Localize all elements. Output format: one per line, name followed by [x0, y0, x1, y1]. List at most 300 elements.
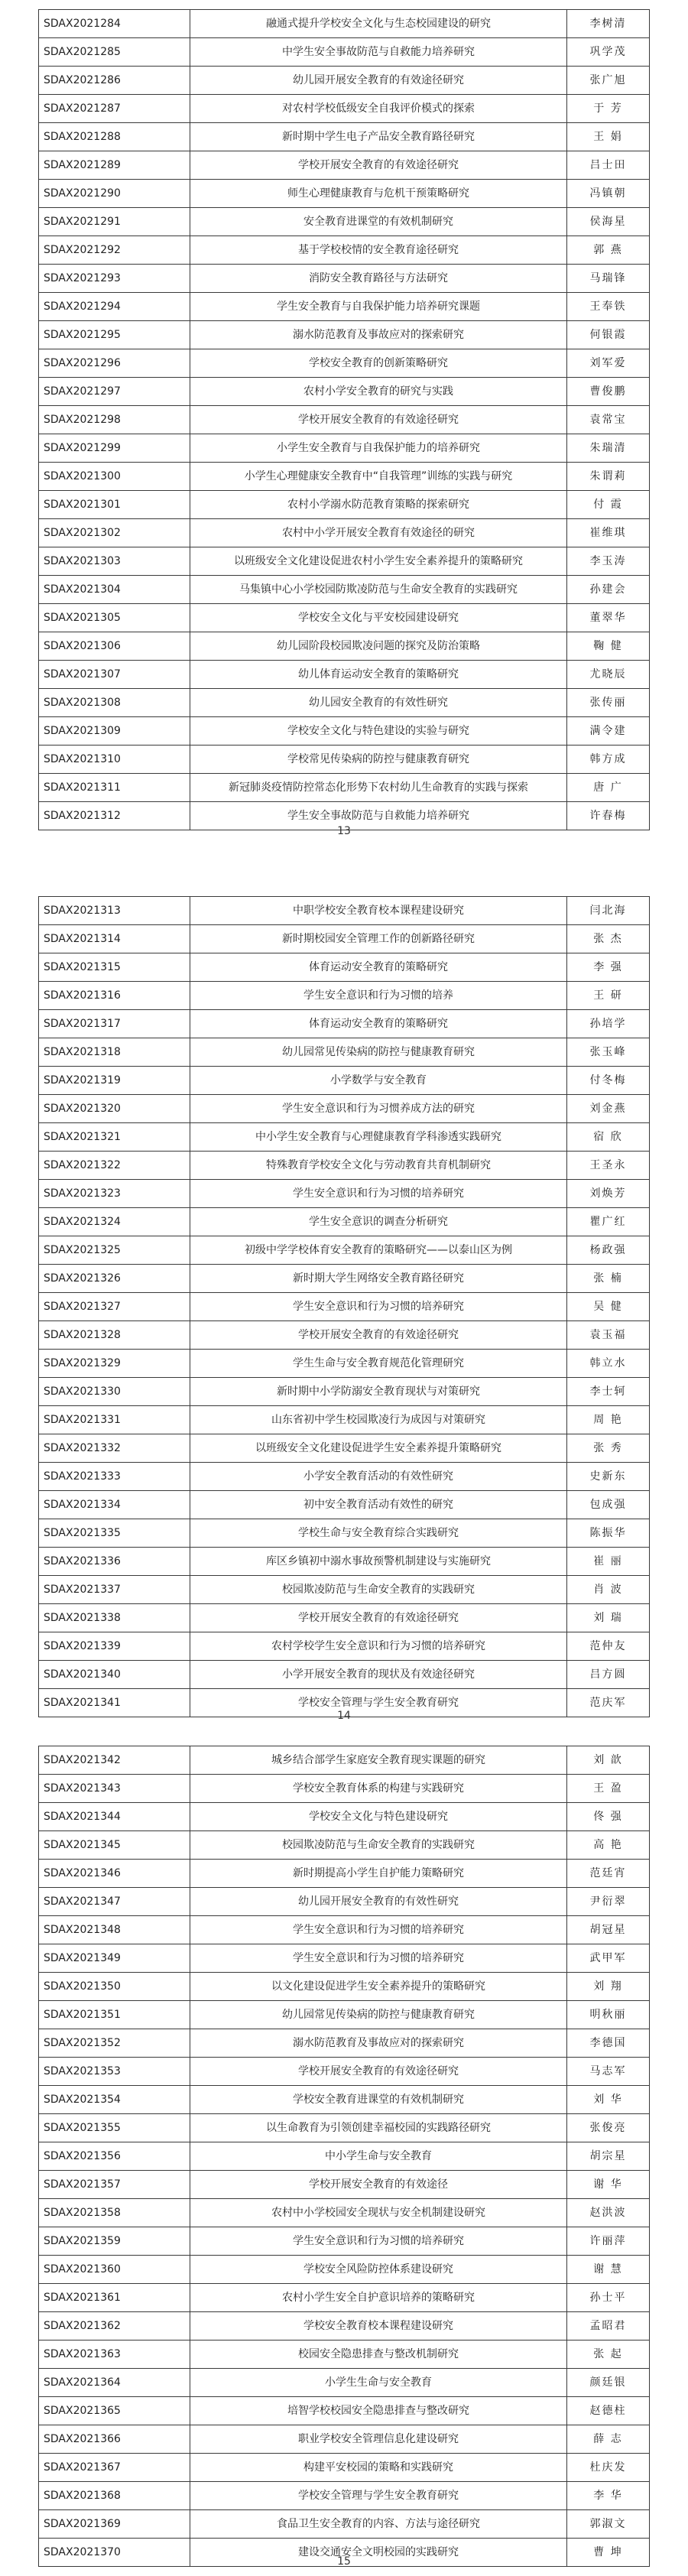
project-title: 幼儿园常见传染病的防控与健康教育研究 — [190, 1038, 567, 1067]
table-row — [39, 1632, 650, 1661]
project-title: 构建平安校园的策略和实践研究 — [190, 2454, 567, 2482]
project-title: 马集镇中心小学校园防欺凌防范与生命安全教育的实践研究 — [190, 576, 567, 604]
project-title: 新时期大学生网络安全教育路径研究 — [190, 1265, 567, 1293]
table-row — [39, 1208, 650, 1236]
table-row — [39, 1406, 650, 1434]
table-row — [39, 547, 650, 576]
project-author: 刘 翔 — [567, 1973, 650, 2001]
project-table — [38, 9, 650, 830]
project-author: 唐 广 — [567, 774, 650, 802]
project-author: 袁玉福 — [567, 1321, 650, 1350]
table-row — [39, 321, 650, 349]
table-row — [39, 1860, 650, 1888]
project-author: 吕方圆 — [567, 1661, 650, 1689]
project-title: 初级中学学校体育安全教育的策略研究——以泰山区为例 — [190, 1236, 567, 1265]
project-author: 王 娟 — [567, 123, 650, 151]
table-row — [39, 95, 650, 123]
project-code: SDAX2021350 — [39, 1973, 190, 2001]
project-author: 张 起 — [567, 2340, 650, 2369]
project-table — [38, 1746, 650, 2567]
table-row — [39, 1944, 650, 1973]
project-author: 胡宗星 — [567, 2142, 650, 2171]
table-row — [39, 265, 650, 293]
project-title: 新时期校园安全管理工作的创新路径研究 — [190, 925, 567, 953]
project-code: SDAX2021326 — [39, 1265, 190, 1293]
project-author: 赵洪波 — [567, 2199, 650, 2227]
project-title: 食品卫生安全教育的内容、方法与途径研究 — [190, 2510, 567, 2539]
project-author: 肖 波 — [567, 1576, 650, 1604]
project-author: 侯海星 — [567, 208, 650, 236]
project-code: SDAX2021316 — [39, 982, 190, 1010]
project-author: 张 楠 — [567, 1265, 650, 1293]
project-title: 职业学校安全管理信息化建设研究 — [190, 2425, 567, 2454]
project-title: 新冠肺炎疫情防控常态化形势下农村幼儿生命教育的实践与探索 — [190, 774, 567, 802]
project-code: SDAX2021367 — [39, 2454, 190, 2482]
project-code: SDAX2021365 — [39, 2397, 190, 2425]
project-author: 刘 华 — [567, 2086, 650, 2114]
table-row — [39, 1661, 650, 1689]
project-author: 颜廷银 — [567, 2369, 650, 2397]
project-title: 体育运动安全教育的策略研究 — [190, 1010, 567, 1038]
table-row — [39, 2086, 650, 2114]
project-title: 学校安全教育的创新策略研究 — [190, 349, 567, 378]
project-author: 李士轲 — [567, 1378, 650, 1406]
table-row — [39, 2369, 650, 2397]
project-author: 孙培学 — [567, 1010, 650, 1038]
project-code: SDAX2021324 — [39, 1208, 190, 1236]
project-code: SDAX2021317 — [39, 1010, 190, 1038]
table-row — [39, 1746, 650, 1775]
page-number: 15 — [337, 2555, 351, 2568]
project-code: SDAX2021295 — [39, 321, 190, 349]
project-author: 巩学茂 — [567, 38, 650, 67]
project-title: 消防安全教育路径与方法研究 — [190, 265, 567, 293]
project-author: 范仲友 — [567, 1632, 650, 1661]
table-row — [39, 1888, 650, 1916]
project-code: SDAX2021368 — [39, 2482, 190, 2510]
project-code: SDAX2021347 — [39, 1888, 190, 1916]
project-code: SDAX2021320 — [39, 1095, 190, 1123]
project-title: 小学生生命与安全教育 — [190, 2369, 567, 2397]
project-author: 刘 瑞 — [567, 1604, 650, 1632]
table-row — [39, 1123, 650, 1152]
project-code: SDAX2021289 — [39, 151, 190, 180]
project-title: 幼儿园阶段校园欺凌问题的探究及防治策略 — [190, 632, 567, 661]
project-code: SDAX2021359 — [39, 2227, 190, 2256]
project-title: 学生安全意识和行为习惯的培养研究 — [190, 2227, 567, 2256]
project-author: 谢 华 — [567, 2171, 650, 2199]
project-title: 学校开展安全教育的有效途径研究 — [190, 2058, 567, 2086]
project-code: SDAX2021313 — [39, 897, 190, 925]
project-author: 王 研 — [567, 982, 650, 1010]
table-row — [39, 1265, 650, 1293]
project-code: SDAX2021353 — [39, 2058, 190, 2086]
project-title: 师生心理健康教育与危机干预策略研究 — [190, 180, 567, 208]
project-code: SDAX2021297 — [39, 378, 190, 406]
table-row — [39, 2397, 650, 2425]
project-author: 朱谓莉 — [567, 463, 650, 491]
project-title: 小学数学与安全教育 — [190, 1067, 567, 1095]
project-author: 孙建会 — [567, 576, 650, 604]
project-code: SDAX2021340 — [39, 1661, 190, 1689]
project-author: 高 艳 — [567, 1831, 650, 1860]
project-code: SDAX2021343 — [39, 1775, 190, 1803]
project-author: 冯镇朝 — [567, 180, 650, 208]
project-code: SDAX2021311 — [39, 774, 190, 802]
table-row — [39, 293, 650, 321]
project-author: 韩方成 — [567, 746, 650, 774]
table-row — [39, 2171, 650, 2199]
project-title: 以班级安全文化建设促进学生安全素养提升策略研究 — [190, 1434, 567, 1463]
project-author: 武甲军 — [567, 1944, 650, 1973]
project-title: 对农村学校低级安全自我评价模式的探索 — [190, 95, 567, 123]
project-title: 中小学生命与安全教育 — [190, 2142, 567, 2171]
project-author: 瞿广红 — [567, 1208, 650, 1236]
project-title: 校园欺凌防范与生命安全教育的实践研究 — [190, 1576, 567, 1604]
project-title: 学生安全意识和行为习惯养成方法的研究 — [190, 1095, 567, 1123]
project-author: 陈振华 — [567, 1519, 650, 1548]
table-row — [39, 1095, 650, 1123]
table-row — [39, 2029, 650, 2058]
table-row — [39, 491, 650, 519]
project-author: 张 杰 — [567, 925, 650, 953]
project-author: 杨政强 — [567, 1236, 650, 1265]
project-code: SDAX2021351 — [39, 2001, 190, 2029]
project-title: 学校开展安全教育的有效途径研究 — [190, 406, 567, 434]
project-title: 学校安全管理与学生安全教育研究 — [190, 1689, 567, 1717]
project-code: SDAX2021307 — [39, 661, 190, 689]
project-code: SDAX2021338 — [39, 1604, 190, 1632]
project-title: 学校开展安全教育的有效途径研究 — [190, 151, 567, 180]
project-code: SDAX2021354 — [39, 2086, 190, 2114]
project-author: 李树清 — [567, 10, 650, 38]
table-row — [39, 1973, 650, 2001]
table-row — [39, 2142, 650, 2171]
table-row — [39, 1434, 650, 1463]
project-title: 学校安全文化与特色建设研究 — [190, 1803, 567, 1831]
project-code: SDAX2021325 — [39, 1236, 190, 1265]
page-number: 14 — [337, 1710, 351, 1722]
project-author: 史新东 — [567, 1463, 650, 1491]
project-title: 学生安全教育与自我保护能力培养研究课题 — [190, 293, 567, 321]
project-author: 尤晓辰 — [567, 661, 650, 689]
table-row — [39, 180, 650, 208]
project-title: 学生生命与安全教育规范化管理研究 — [190, 1350, 567, 1378]
project-code: SDAX2021358 — [39, 2199, 190, 2227]
project-code: SDAX2021337 — [39, 1576, 190, 1604]
project-author: 张传丽 — [567, 689, 650, 717]
table-row — [39, 1321, 650, 1350]
table-row — [39, 2256, 650, 2284]
project-author: 吴 健 — [567, 1293, 650, 1321]
table-row — [39, 2058, 650, 2086]
table-row — [39, 1463, 650, 1491]
table-row — [39, 2001, 650, 2029]
project-author: 孟昭君 — [567, 2312, 650, 2340]
project-title: 学生安全意识和行为习惯的培养研究 — [190, 1293, 567, 1321]
project-author: 李德国 — [567, 2029, 650, 2058]
project-author: 周 艳 — [567, 1406, 650, 1434]
project-author: 何银霞 — [567, 321, 650, 349]
project-author: 孙士平 — [567, 2284, 650, 2312]
table-row — [39, 2199, 650, 2227]
table-row — [39, 632, 650, 661]
project-author: 崔 丽 — [567, 1548, 650, 1576]
project-title: 初中安全教育活动有效性的研究 — [190, 1491, 567, 1519]
project-title: 小学生心理健康安全教育中“自我管理”训练的实践与研究 — [190, 463, 567, 491]
project-author: 郭淑文 — [567, 2510, 650, 2539]
project-title: 特殊教育学校安全文化与劳动教育共育机制研究 — [190, 1152, 567, 1180]
table-row — [39, 463, 650, 491]
table-row — [39, 378, 650, 406]
project-code: SDAX2021355 — [39, 2114, 190, 2142]
project-title: 农村小学溺水防范教育策略的探索研究 — [190, 491, 567, 519]
project-code: SDAX2021318 — [39, 1038, 190, 1067]
project-title: 以生命教育为引领创建幸福校园的实践路径研究 — [190, 2114, 567, 2142]
project-title: 安全教育进课堂的有效机制研究 — [190, 208, 567, 236]
project-code: SDAX2021285 — [39, 38, 190, 67]
project-code: SDAX2021288 — [39, 123, 190, 151]
table-row — [39, 1038, 650, 1067]
project-code: SDAX2021363 — [39, 2340, 190, 2369]
project-code: SDAX2021349 — [39, 1944, 190, 1973]
table-page-15 — [38, 1746, 650, 2567]
project-author: 郭 燕 — [567, 236, 650, 265]
table-row — [39, 661, 650, 689]
table-row — [39, 1180, 650, 1208]
project-author: 张 秀 — [567, 1434, 650, 1463]
project-code: SDAX2021344 — [39, 1803, 190, 1831]
project-title: 新时期中小学防溺安全教育现状与对策研究 — [190, 1378, 567, 1406]
project-title: 农村小学生安全自护意识培养的策略研究 — [190, 2284, 567, 2312]
project-title: 校园欺凌防范与生命安全教育的实践研究 — [190, 1831, 567, 1860]
project-title: 新时期中学生电子产品安全教育路径研究 — [190, 123, 567, 151]
project-table — [38, 896, 650, 1717]
project-title: 学生安全意识和行为习惯的培养研究 — [190, 1916, 567, 1944]
project-code: SDAX2021314 — [39, 925, 190, 953]
project-code: SDAX2021306 — [39, 632, 190, 661]
project-code: SDAX2021335 — [39, 1519, 190, 1548]
table-row — [39, 123, 650, 151]
project-title: 学校开展安全教育的有效途径 — [190, 2171, 567, 2199]
table-row — [39, 1519, 650, 1548]
table-row — [39, 1548, 650, 1576]
project-code: SDAX2021302 — [39, 519, 190, 547]
project-author: 马志军 — [567, 2058, 650, 2086]
project-title: 小学开展安全教育的现状及有效途径研究 — [190, 1661, 567, 1689]
project-code: SDAX2021342 — [39, 1746, 190, 1775]
project-author: 范廷宵 — [567, 1860, 650, 1888]
table-row — [39, 151, 650, 180]
project-title: 学校开展安全教育的有效途径研究 — [190, 1604, 567, 1632]
table-row — [39, 349, 650, 378]
project-author: 曹俊鹏 — [567, 378, 650, 406]
project-title: 农村中小学开展安全教育有效途径的研究 — [190, 519, 567, 547]
project-title: 幼儿体育运动安全教育的策略研究 — [190, 661, 567, 689]
project-code: SDAX2021362 — [39, 2312, 190, 2340]
table-row — [39, 406, 650, 434]
project-title: 学校生命与安全教育综合实践研究 — [190, 1519, 567, 1548]
project-code: SDAX2021357 — [39, 2171, 190, 2199]
project-code: SDAX2021292 — [39, 236, 190, 265]
project-title: 学校安全教育进课堂的有效机制研究 — [190, 2086, 567, 2114]
project-title: 学生安全意识和行为习惯的培养研究 — [190, 1944, 567, 1973]
project-title: 学校安全文化与特色建设的实验与研究 — [190, 717, 567, 746]
project-code: SDAX2021287 — [39, 95, 190, 123]
project-author: 许春梅 — [567, 802, 650, 830]
project-code: SDAX2021366 — [39, 2425, 190, 2454]
project-author: 王圣永 — [567, 1152, 650, 1180]
project-title: 幼儿园开展安全教育的有效性研究 — [190, 1888, 567, 1916]
table-row — [39, 1916, 650, 1944]
project-code: SDAX2021304 — [39, 576, 190, 604]
project-author: 张玉峰 — [567, 1038, 650, 1067]
project-code: SDAX2021330 — [39, 1378, 190, 1406]
project-code: SDAX2021298 — [39, 406, 190, 434]
project-author: 薛 志 — [567, 2425, 650, 2454]
table-row — [39, 1803, 650, 1831]
table-row — [39, 897, 650, 925]
project-title: 基于学校校情的安全教育途径研究 — [190, 236, 567, 265]
table-row — [39, 1236, 650, 1265]
project-code: SDAX2021322 — [39, 1152, 190, 1180]
project-author: 于 芳 — [567, 95, 650, 123]
project-title: 幼儿园开展安全教育的有效途径研究 — [190, 67, 567, 95]
project-author: 吕士田 — [567, 151, 650, 180]
table-row — [39, 1293, 650, 1321]
project-code: SDAX2021290 — [39, 180, 190, 208]
table-row — [39, 2425, 650, 2454]
project-title: 幼儿园常见传染病的防控与健康教育研究 — [190, 2001, 567, 2029]
project-author: 尹衍翠 — [567, 1888, 650, 1916]
table-row — [39, 2284, 650, 2312]
table-row — [39, 1775, 650, 1803]
project-title: 农村中小学校园安全现状与安全机制建设研究 — [190, 2199, 567, 2227]
project-code: SDAX2021286 — [39, 67, 190, 95]
project-title: 学生安全意识和行为习惯的培养研究 — [190, 1180, 567, 1208]
project-code: SDAX2021364 — [39, 2369, 190, 2397]
project-code: SDAX2021291 — [39, 208, 190, 236]
table-row — [39, 67, 650, 95]
table-row — [39, 1576, 650, 1604]
page-number: 13 — [337, 825, 351, 837]
table-row — [39, 2510, 650, 2539]
project-title: 农村小学安全教育的研究与实践 — [190, 378, 567, 406]
project-author: 刘 歆 — [567, 1746, 650, 1775]
project-author: 包成强 — [567, 1491, 650, 1519]
project-code: SDAX2021296 — [39, 349, 190, 378]
project-code: SDAX2021284 — [39, 10, 190, 38]
project-author: 李玉涛 — [567, 547, 650, 576]
project-author: 张俊亮 — [567, 2114, 650, 2142]
project-code: SDAX2021370 — [39, 2539, 190, 2567]
project-title: 学生安全意识和行为习惯的培养 — [190, 982, 567, 1010]
project-title: 农村学校学生安全意识和行为习惯的培养研究 — [190, 1632, 567, 1661]
project-author: 马瑞锋 — [567, 265, 650, 293]
project-title: 中小学生安全教育与心理健康教育学科渗透实践研究 — [190, 1123, 567, 1152]
table-row — [39, 576, 650, 604]
project-code: SDAX2021309 — [39, 717, 190, 746]
project-code: SDAX2021345 — [39, 1831, 190, 1860]
project-title: 学校安全教育校本课程建设研究 — [190, 2312, 567, 2340]
project-code: SDAX2021341 — [39, 1689, 190, 1717]
table-row — [39, 434, 650, 463]
project-title: 中学生安全事故防范与自救能力培养研究 — [190, 38, 567, 67]
project-author: 张广旭 — [567, 67, 650, 95]
table-row — [39, 982, 650, 1010]
project-author: 付冬梅 — [567, 1067, 650, 1095]
table-row — [39, 236, 650, 265]
project-code: SDAX2021303 — [39, 547, 190, 576]
project-author: 明秋丽 — [567, 2001, 650, 2029]
project-code: SDAX2021346 — [39, 1860, 190, 1888]
project-title: 溺水防范教育及事故应对的探索研究 — [190, 321, 567, 349]
table-row — [39, 2227, 650, 2256]
project-code: SDAX2021327 — [39, 1293, 190, 1321]
project-title: 山东省初中学生校园欺凌行为成因与对策研究 — [190, 1406, 567, 1434]
project-author: 付 霞 — [567, 491, 650, 519]
project-title: 学校常见传染病的防控与健康教育研究 — [190, 746, 567, 774]
project-code: SDAX2021331 — [39, 1406, 190, 1434]
table-row — [39, 1010, 650, 1038]
project-code: SDAX2021300 — [39, 463, 190, 491]
project-title: 幼儿园安全教育的有效性研究 — [190, 689, 567, 717]
project-code: SDAX2021339 — [39, 1632, 190, 1661]
table-row — [39, 2312, 650, 2340]
project-author: 佟 强 — [567, 1803, 650, 1831]
project-author: 朱瑞清 — [567, 434, 650, 463]
project-title: 库区乡镇初中溺水事故预警机制建设与实施研究 — [190, 1548, 567, 1576]
project-code: SDAX2021299 — [39, 434, 190, 463]
project-code: SDAX2021369 — [39, 2510, 190, 2539]
project-author: 赵德柱 — [567, 2397, 650, 2425]
table-row — [39, 1067, 650, 1095]
project-code: SDAX2021310 — [39, 746, 190, 774]
project-author: 董翠华 — [567, 604, 650, 632]
table-row — [39, 1491, 650, 1519]
project-code: SDAX2021329 — [39, 1350, 190, 1378]
project-author: 崔维琪 — [567, 519, 650, 547]
project-title: 新时期提高小学生自护能力策略研究 — [190, 1860, 567, 1888]
table-row — [39, 925, 650, 953]
project-code: SDAX2021323 — [39, 1180, 190, 1208]
table-row — [39, 1350, 650, 1378]
project-author: 刘金燕 — [567, 1095, 650, 1123]
table-row — [39, 689, 650, 717]
table-row — [39, 1831, 650, 1860]
project-code: SDAX2021293 — [39, 265, 190, 293]
project-code: SDAX2021348 — [39, 1916, 190, 1944]
project-title: 以班级安全文化建设促进农村小学生安全素养提升的策略研究 — [190, 547, 567, 576]
project-title: 学校安全教育体系的构建与实践研究 — [190, 1775, 567, 1803]
project-author: 曹 坤 — [567, 2539, 650, 2567]
table-page-14 — [38, 896, 650, 1717]
project-author: 杜庆发 — [567, 2454, 650, 2482]
table-row — [39, 38, 650, 67]
project-author: 宿 欣 — [567, 1123, 650, 1152]
table-row — [39, 1152, 650, 1180]
project-author: 韩立水 — [567, 1350, 650, 1378]
project-title: 中职学校安全教育校本课程建设研究 — [190, 897, 567, 925]
project-title: 学生安全事故防范与自救能力培养研究 — [190, 802, 567, 830]
project-author: 李 华 — [567, 2482, 650, 2510]
project-code: SDAX2021301 — [39, 491, 190, 519]
table-row — [39, 1604, 650, 1632]
project-title: 学校安全管理与学生安全教育研究 — [190, 2482, 567, 2510]
table-row — [39, 10, 650, 38]
project-title: 学生安全意识的调查分析研究 — [190, 1208, 567, 1236]
project-author: 李 强 — [567, 953, 650, 982]
